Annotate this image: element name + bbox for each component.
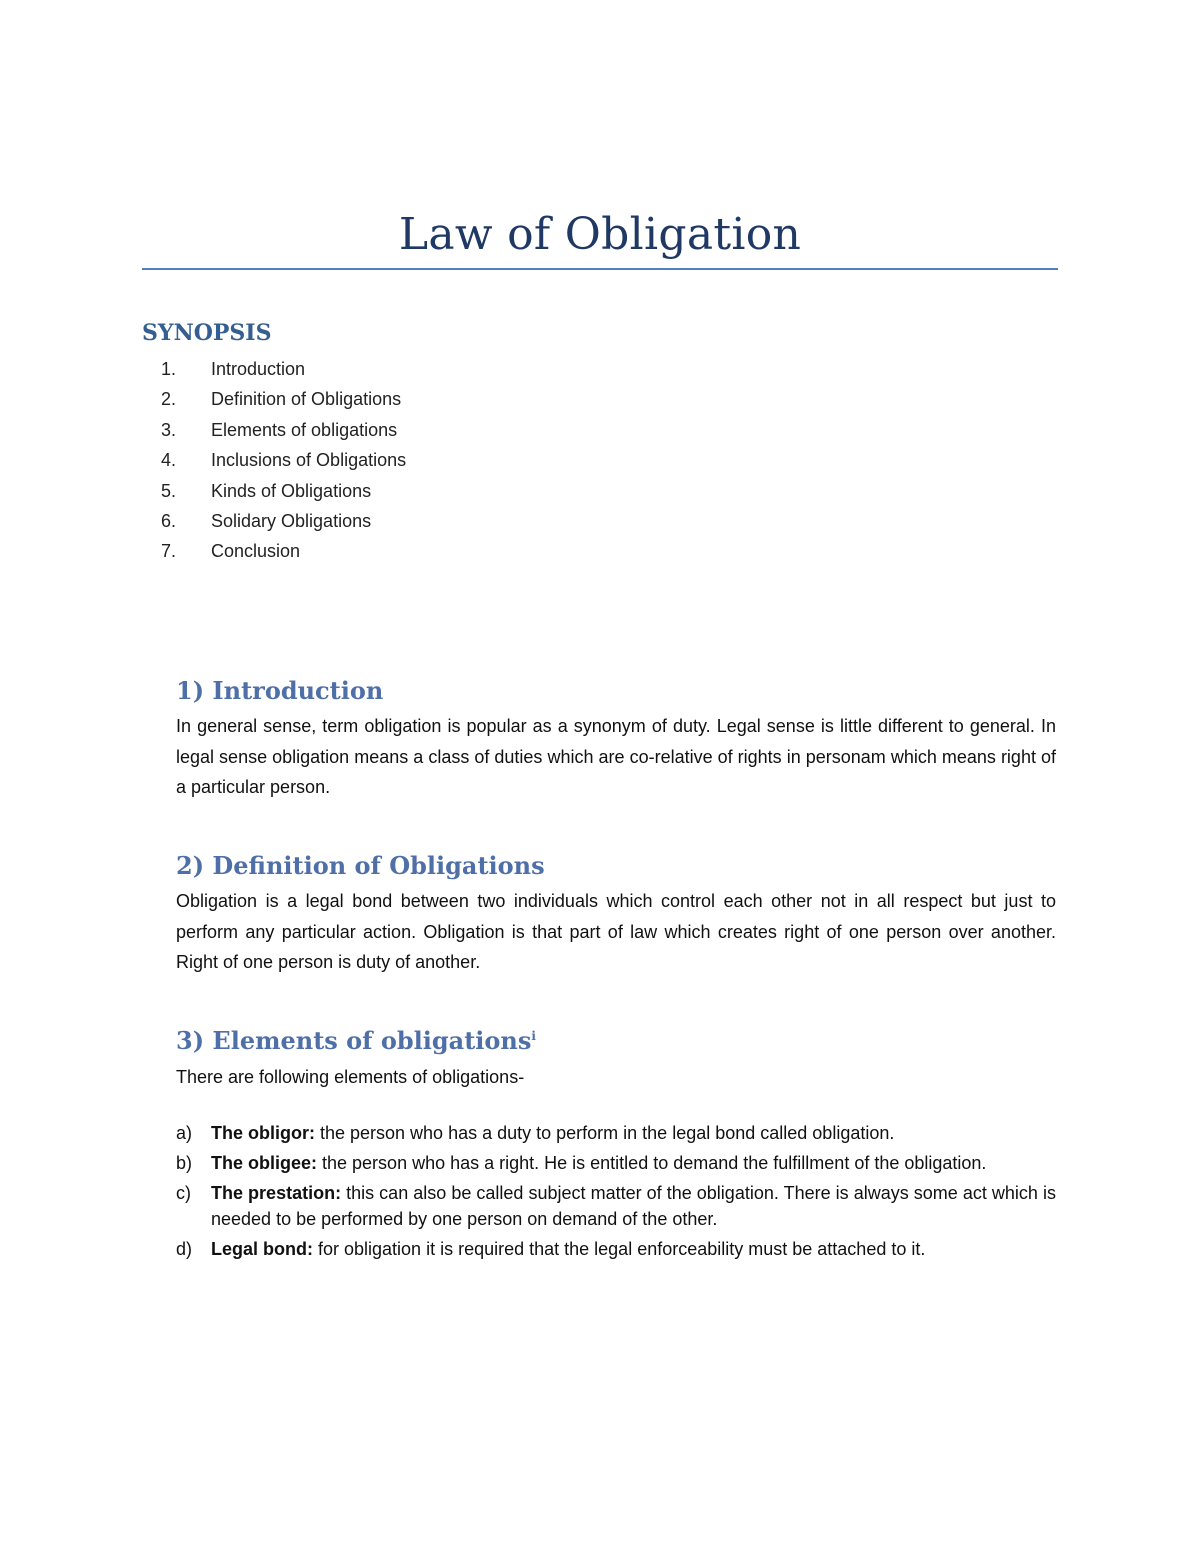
- introduction-paragraph: In general sense, term obligation is popular as a synonym of duty. Legal sense is little different to general. In legal sense obligation means a class of duties which are co-relative of rights in personam which means right of a particular person.: [176, 716, 1056, 797]
- introduction-heading: 1) Introduction: [176, 676, 384, 705]
- footnote-reference[interactable]: i: [531, 1029, 536, 1043]
- synopsis-item-label: Definition of Obligations: [211, 389, 402, 410]
- element-item: [176, 1180, 1056, 1232]
- document-title: Law of Obligation: [398, 209, 802, 260]
- synopsis-item-label: Elements of obligations: [211, 419, 398, 440]
- synopsis-item: [142, 354, 406, 384]
- element-term: Legal bond:: [211, 1239, 313, 1259]
- definition-paragraph: Obligation is a legal bond between two individuals which control each other not in all respect but just to perform any particular action. Obligation is that part of law which creates right of one person over another. Right of one person is duty of another.: [176, 891, 1056, 972]
- element-text: this can also be called subject matter of the obligation. There is always some act which is needed to be performed by one person on demand of the other.: [211, 1183, 1056, 1229]
- synopsis-item-label: Inclusions of Obligations: [211, 450, 407, 471]
- elements-intro: There are following elements of obligations-: [176, 1067, 525, 1087]
- synopsis-item: [142, 506, 406, 536]
- synopsis-item-label: Introduction: [211, 359, 306, 379]
- element-text: the person who has a right. He is entitled to demand the fulfillment of the obligation.: [317, 1153, 987, 1173]
- synopsis-item-number: 4.: [160, 450, 176, 471]
- element-term: The prestation:: [211, 1183, 342, 1203]
- element-letter: a): [176, 1123, 193, 1143]
- elements-heading: [176, 1025, 536, 1057]
- title-divider: [142, 268, 1058, 270]
- element-text: the person who has a duty to perform in the legal bond called obligation.: [314, 1123, 895, 1143]
- element-text: for obligation it is required that the legal enforceability must be attached to it.: [313, 1239, 926, 1259]
- synopsis-heading: SYNOPSIS: [142, 320, 272, 346]
- element-item: [176, 1150, 1056, 1176]
- synopsis-item-number: 2.: [160, 389, 176, 410]
- element-item: [176, 1236, 1056, 1262]
- synopsis-item-number: 1.: [160, 359, 176, 379]
- elements-heading-text: 3) Elements of obligations: [176, 1026, 532, 1055]
- synopsis-list: [142, 354, 406, 567]
- synopsis-item: [142, 445, 406, 475]
- element-term: The obligor:: [211, 1123, 315, 1143]
- synopsis-item-label: Kinds of Obligations: [211, 480, 372, 501]
- synopsis-item-number: 5.: [160, 480, 176, 501]
- synopsis-item-label: Conclusion: [211, 541, 301, 562]
- element-letter: d): [176, 1239, 193, 1259]
- element-term: The obligee:: [211, 1153, 318, 1173]
- synopsis-item: [142, 384, 406, 414]
- elements-list: [176, 1120, 1056, 1266]
- synopsis-item-number: 3.: [160, 419, 176, 440]
- synopsis-item-number: 6.: [160, 510, 176, 531]
- synopsis-item: [142, 536, 406, 566]
- synopsis-item-number: 7.: [160, 541, 176, 562]
- synopsis-item: [142, 476, 406, 506]
- synopsis-item: [142, 415, 406, 445]
- element-item: [176, 1120, 1056, 1146]
- element-letter: b): [176, 1153, 193, 1173]
- definition-heading: 2) Definition of Obligations: [176, 851, 545, 880]
- element-letter: c): [176, 1183, 191, 1203]
- synopsis-item-label: Solidary Obligations: [211, 510, 372, 531]
